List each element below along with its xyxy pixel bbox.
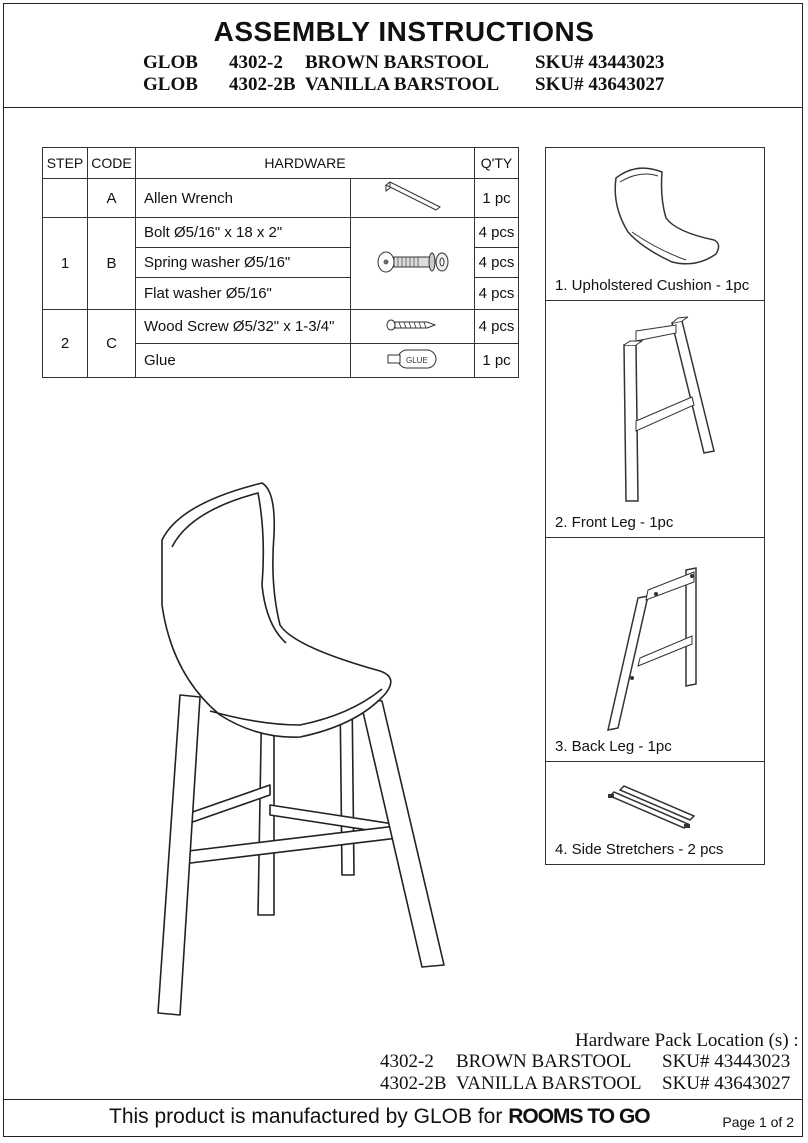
model-number: 4302-2B [229, 74, 296, 95]
product-name: VANILLA BARSTOOL [456, 1073, 642, 1094]
hardware-name: Flat washer Ø5/16" [136, 278, 351, 310]
qty-cell: 4 pcs [475, 278, 519, 310]
table-row [43, 218, 519, 248]
hardware-header: HARDWARE [136, 148, 475, 179]
qty-cell: 4 pcs [475, 310, 519, 344]
model-number: 4302-2 [380, 1051, 434, 1072]
table-row [43, 179, 519, 218]
brand: GLOB [143, 52, 198, 73]
sku: SKU# 43443023 [662, 1051, 791, 1072]
hardware-name: Bolt Ø5/16" x 18 x 2" [136, 218, 351, 248]
footer-divider [3, 1099, 803, 1100]
qty-cell: 4 pcs [475, 248, 519, 278]
table-row [43, 310, 519, 344]
brand: GLOB [143, 74, 198, 95]
hardware-table [42, 147, 519, 378]
sku: SKU# 43643027 [535, 74, 665, 95]
brand-logo: ROOMS TO GO [508, 1105, 650, 1128]
code-cell: C [88, 310, 136, 378]
wood-screw-icon [351, 310, 475, 344]
code-header: CODE [88, 148, 136, 179]
product-name: BROWN BARSTOOL [456, 1051, 632, 1072]
qty-cell: 1 pc [475, 179, 519, 218]
part-box-back-leg [545, 537, 765, 762]
page-number: Page 1 of 2 [722, 1114, 794, 1130]
part-label: 4. Side Stretchers - 2 pcs [555, 841, 724, 858]
model-number: 4302-2B [380, 1073, 447, 1094]
qty-cell: 4 pcs [475, 218, 519, 248]
step-header: STEP [43, 148, 88, 179]
step-cell [43, 179, 88, 218]
hardware-name: Allen Wrench [136, 179, 351, 218]
product-name: BROWN BARSTOOL [305, 52, 489, 73]
step-cell: 1 [43, 218, 88, 310]
header-divider [3, 107, 803, 108]
hardware-name: Spring washer Ø5/16" [136, 248, 351, 278]
part-label: 1. Upholstered Cushion - 1pc [555, 277, 750, 294]
product-name: VANILLA BARSTOOL [305, 74, 500, 95]
part-label: 3. Back Leg - 1pc [555, 738, 672, 755]
hardware-name: Glue [136, 344, 351, 378]
hardware-pack-title: Hardware Pack Location (s) : [575, 1030, 799, 1051]
back-leg-icon [546, 538, 766, 763]
part-label: 2. Front Leg - 1pc [555, 514, 674, 531]
glue-label: GLUE [405, 355, 428, 365]
code-cell: B [88, 218, 136, 310]
part-box-front-leg [545, 300, 765, 538]
manufacturer-note: This product is manufactured by GLOB for [109, 1105, 503, 1128]
code-cell: A [88, 179, 136, 218]
sku: SKU# 43643027 [662, 1073, 791, 1094]
part-box-stretchers [545, 761, 765, 865]
part-box-cushion [545, 147, 765, 301]
glue-icon [351, 344, 475, 378]
hardware-name: Wood Screw Ø5/32" x 1-3/4" [136, 310, 351, 344]
table-header-row [43, 148, 519, 179]
page-title: ASSEMBLY INSTRUCTIONS [213, 16, 595, 47]
front-leg-icon [546, 301, 766, 539]
qty-header: Q'TY [475, 148, 519, 179]
bolt-set-icon [351, 218, 475, 310]
assembled-barstool-illustration [150, 475, 460, 1025]
sku: SKU# 43443023 [535, 52, 665, 73]
qty-cell: 1 pc [475, 344, 519, 378]
allen-wrench-icon [351, 179, 475, 218]
step-cell: 2 [43, 310, 88, 378]
model-number: 4302-2 [229, 52, 283, 73]
footer-text [109, 1105, 650, 1129]
